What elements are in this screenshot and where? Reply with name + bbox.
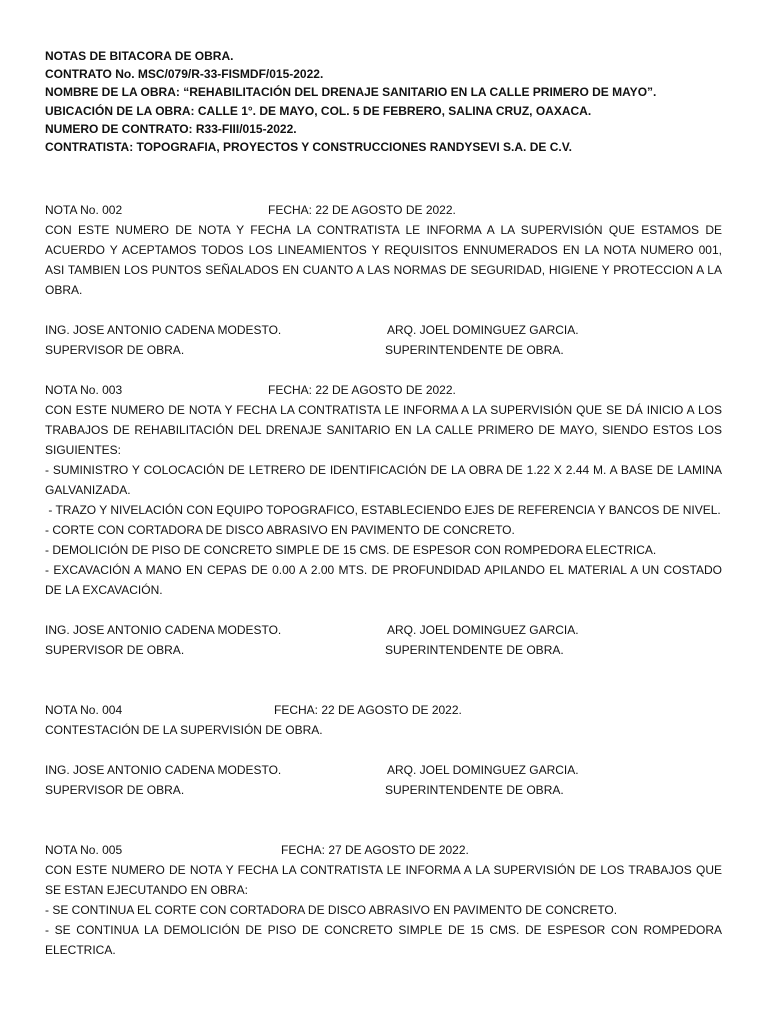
note-date: FECHA: 22 DE AGOSTO DE 2022. bbox=[274, 703, 462, 717]
note-list-item: - TRAZO Y NIVELACIÓN CON EQUIPO TOPOGRAFICO, ESTABLECIENDO EJES DE REFERENCIA Y BANCOS DE NIVEL. bbox=[45, 503, 721, 517]
superintendent-role: SUPERINTENDENTE DE OBRA. bbox=[385, 783, 564, 797]
signature-names bbox=[45, 760, 722, 780]
note-003 bbox=[45, 380, 722, 660]
note-number: NOTA No. 003 bbox=[45, 383, 123, 397]
note-list-item: - DEMOLICIÓN DE PISO DE CONCRETO SIMPLE DE 15 CMS. DE ESPESOR CON ROMPEDORA ELECTRICA. bbox=[45, 543, 657, 557]
header-work-name: NOMBRE DE LA OBRA: “REHABILITACIÓN DEL DRENAJE SANITARIO EN LA CALLE PRIMERO DE MAYO”. bbox=[45, 85, 657, 100]
header-location: UBICACIÓN DE LA OBRA: CALLE 1°. DE MAYO, COL. 5 DE FEBRERO, SALINA CRUZ, OAXACA. bbox=[45, 103, 592, 118]
note-004 bbox=[45, 700, 722, 800]
note-number: NOTA No. 005 bbox=[45, 843, 123, 857]
document-header bbox=[45, 47, 722, 156]
superintendent-role: SUPERINTENDENTE DE OBRA. bbox=[385, 343, 564, 357]
note-body-paragraph: CON ESTE NUMERO DE NOTA Y FECHA LA CONTRATISTA LE INFORMA A LA SUPERVISIÓN QUE ESTAMOS DE ACUERDO Y ACEPTAMOS TODOS LOS LINEAMIENTOS Y REQUISITOS ENNUMERADOS EN LA NOTA NUMERO 001, ASI TAMBIEN LOS PUNTOS SEÑALADOS EN CUANTO A LAS NORMAS DE SEGURIDAD, HIGIENE Y PROTECCION A LA OBRA. bbox=[45, 223, 722, 297]
superintendent-name: ARQ. JOEL DOMINGUEZ GARCIA. bbox=[387, 763, 579, 777]
note-list-item: - SE CONTINUA LA DEMOLICIÓN DE PISO DE CONCRETO SIMPLE DE 15 CMS. DE ESPESOR CON ROMPEDORA ELECTRICA. bbox=[45, 923, 722, 957]
header-title: NOTAS DE BITACORA DE OBRA. bbox=[45, 49, 234, 63]
superintendent-role: SUPERINTENDENTE DE OBRA. bbox=[385, 643, 564, 657]
signature-roles bbox=[45, 640, 722, 660]
note-list-item: - CORTE CON CORTADORA DE DISCO ABRASIVO EN PAVIMENTO DE CONCRETO. bbox=[45, 523, 515, 537]
supervisor-role: SUPERVISOR DE OBRA. bbox=[45, 783, 185, 797]
superintendent-name: ARQ. JOEL DOMINGUEZ GARCIA. bbox=[387, 323, 579, 337]
note-date: FECHA: 22 DE AGOSTO DE 2022. bbox=[268, 203, 456, 217]
signature-roles bbox=[45, 340, 722, 360]
note-body-paragraph: CON ESTE NUMERO DE NOTA Y FECHA LA CONTRATISTA LE INFORMA A LA SUPERVISIÓN QUE SE DÁ INICIO A LOS TRABAJOS DE REHABILITACIÓN DEL DRENAJE SANITARIO EN LA CALLE PRIMERO DE MAYO, SIENDO ESTOS LOS SIGUIENTES: bbox=[45, 403, 722, 457]
signature-roles bbox=[45, 780, 722, 800]
note-number: NOTA No. 002 bbox=[45, 203, 123, 217]
note-005 bbox=[45, 840, 722, 960]
superintendent-name: ARQ. JOEL DOMINGUEZ GARCIA. bbox=[387, 623, 579, 637]
header-contractor: CONTRATISTA: TOPOGRAFIA, PROYECTOS Y CONSTRUCCIONES RANDYSEVI S.A. DE C.V. bbox=[45, 140, 572, 155]
header-contract: CONTRATO No. MSC/079/R-33-FISMDF/015-2022. bbox=[45, 67, 324, 82]
supervisor-role: SUPERVISOR DE OBRA. bbox=[45, 643, 185, 657]
supervisor-name: ING. JOSE ANTONIO CADENA MODESTO. bbox=[45, 763, 282, 777]
note-date: FECHA: 22 DE AGOSTO DE 2022. bbox=[268, 383, 456, 397]
supervisor-name: ING. JOSE ANTONIO CADENA MODESTO. bbox=[45, 623, 282, 637]
header-contract-number: NUMERO DE CONTRATO: R33-FIII/015-2022. bbox=[45, 121, 297, 136]
note-body-paragraph: CONTESTACIÓN DE LA SUPERVISIÓN DE OBRA. bbox=[45, 723, 323, 737]
note-list-item: - SUMINISTRO Y COLOCACIÓN DE LETRERO DE IDENTIFICACIÓN DE LA OBRA DE 1.22 X 2.44 M. A BASE DE LAMINA GALVANIZADA. bbox=[45, 463, 722, 497]
note-number: NOTA No. 004 bbox=[45, 703, 123, 717]
note-list-item: - SE CONTINUA EL CORTE CON CORTADORA DE DISCO ABRASIVO EN PAVIMENTO DE CONCRETO. bbox=[45, 903, 618, 917]
note-body-paragraph: CON ESTE NUMERO DE NOTA Y FECHA LA CONTRATISTA LE INFORMA A LA SUPERVISIÓN DE LOS TRABAJOS QUE SE ESTAN EJECUTANDO EN OBRA: bbox=[45, 863, 722, 897]
signature-names bbox=[45, 620, 722, 640]
note-002 bbox=[45, 200, 722, 360]
supervisor-role: SUPERVISOR DE OBRA. bbox=[45, 343, 185, 357]
supervisor-name: ING. JOSE ANTONIO CADENA MODESTO. bbox=[45, 323, 282, 337]
signature-names bbox=[45, 320, 722, 340]
note-list-item: - EXCAVACIÓN A MANO EN CEPAS DE 0.00 A 2.00 MTS. DE PROFUNDIDAD APILANDO EL MATERIAL A UN COSTADO DE LA EXCAVACIÓN. bbox=[45, 563, 722, 597]
note-date: FECHA: 27 DE AGOSTO DE 2022. bbox=[281, 843, 469, 857]
